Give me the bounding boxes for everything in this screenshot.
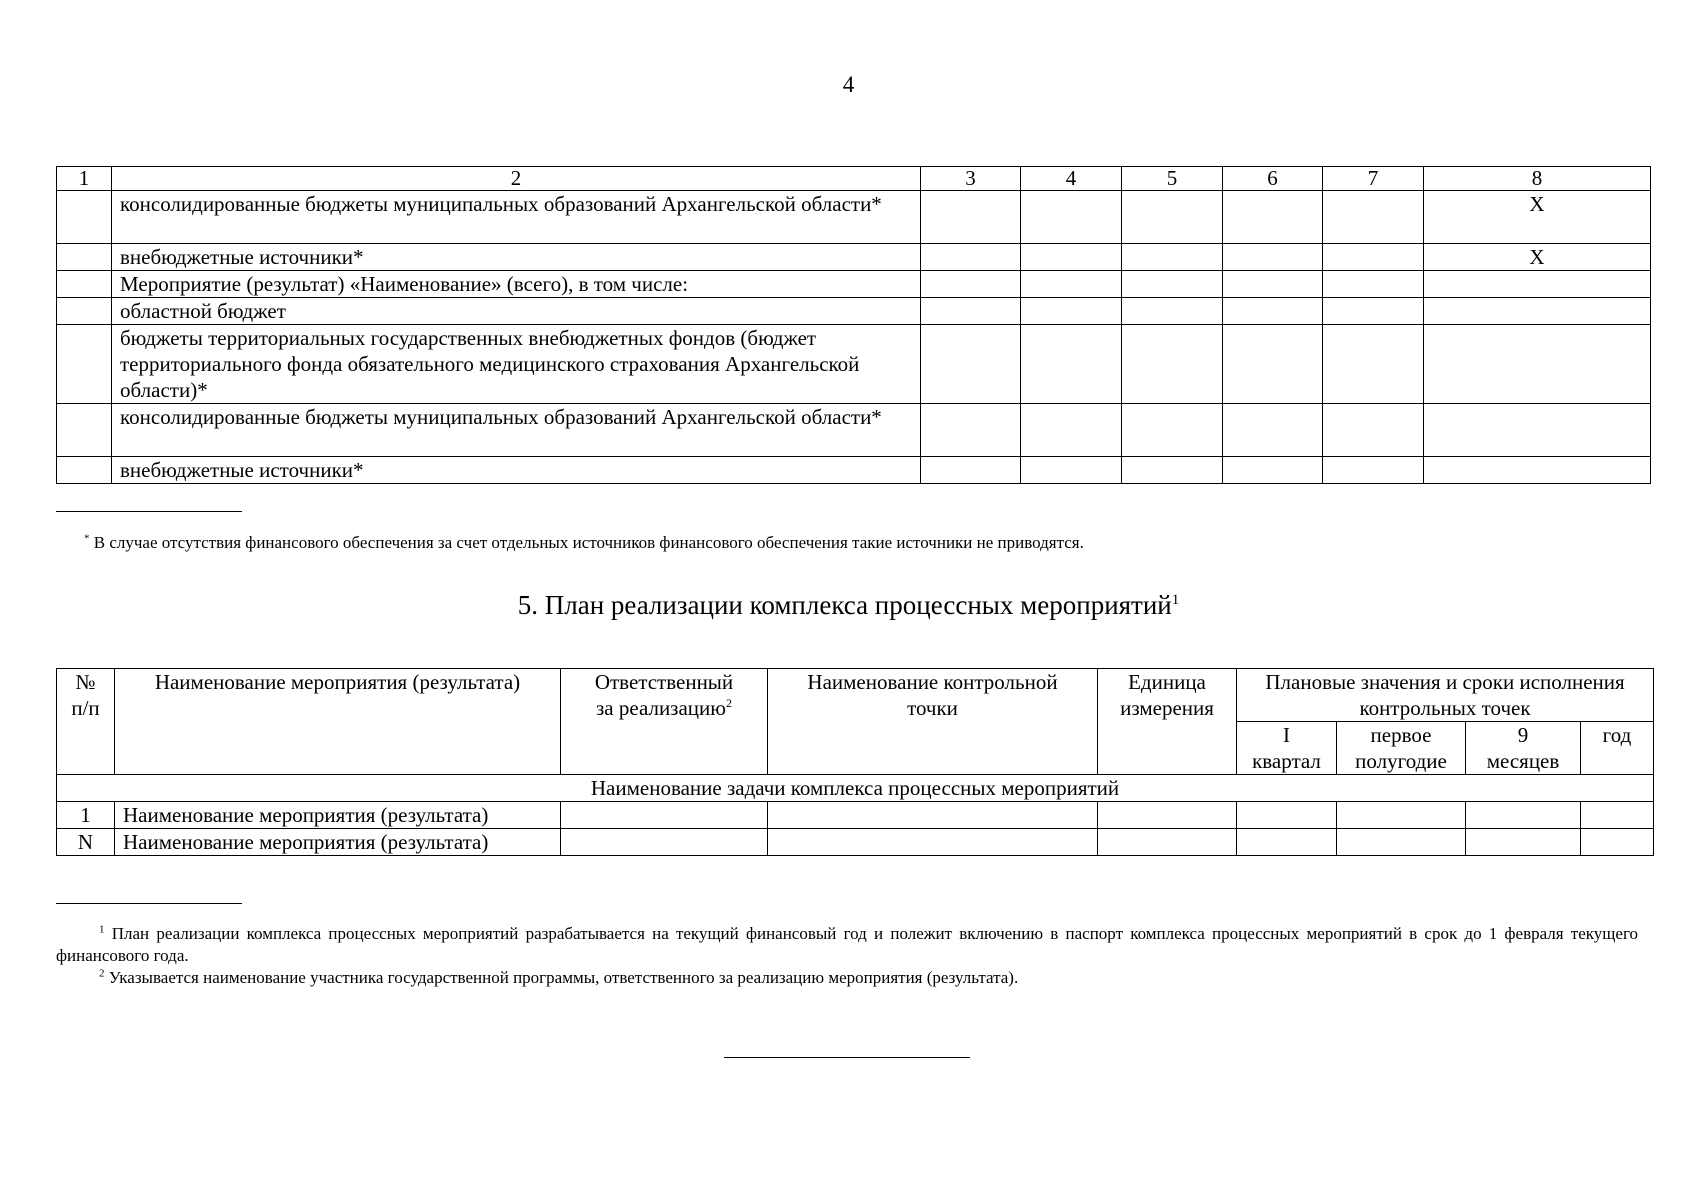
column-header: 3 <box>921 167 1021 191</box>
header-year: год <box>1581 722 1654 775</box>
row-label: внебюджетные источники* <box>112 457 921 484</box>
table-row <box>57 298 1651 325</box>
row-label: областной бюджет <box>112 298 921 325</box>
end-separator <box>724 1057 970 1058</box>
footnote-star <box>84 532 1584 554</box>
financing-table <box>56 166 1651 484</box>
footnote-1 <box>56 923 1638 967</box>
footnote-text: Указывается наименование участника государственной программы, ответственного за реализацию мероприятия (результата). <box>104 968 1019 987</box>
cell-value <box>1424 271 1651 298</box>
footnote-text: План реализации комплекса процессных мероприятий разрабатывается на текущий финансовый год и полежит включению в паспорт комплекса процессных мероприятий в срок до 1 февраля текущего финансового года. <box>56 924 1638 965</box>
cell-value <box>1424 298 1651 325</box>
table-row <box>57 457 1651 484</box>
table-header-row <box>57 167 1651 191</box>
process-plan-table <box>56 668 1654 856</box>
column-header: 6 <box>1223 167 1323 191</box>
footnote-text: В случае отсутствия финансового обеспечения за счет отдельных источников финансового обеспечения такие источники не приводятся. <box>89 533 1084 552</box>
header-checkpoint: Наименование контрольной точки <box>768 669 1098 775</box>
cell-value <box>1424 457 1651 484</box>
table-row <box>57 404 1651 457</box>
footnote-mark: * <box>84 532 90 545</box>
footnote-mark: 2 <box>99 967 105 980</box>
table-row <box>57 325 1651 404</box>
footnote-mark: 1 <box>99 923 105 936</box>
column-header: 8 <box>1424 167 1651 191</box>
row-label: Наименование мероприятия (результата) <box>115 802 561 829</box>
header-activity-name: Наименование мероприятия (результата) <box>115 669 561 775</box>
header-responsible: Ответственный за реализацию$^2$ <box>561 669 768 775</box>
row-label: Мероприятие (результат) «Наименование» (всего), в том числе: <box>112 271 921 298</box>
cell-value: X <box>1424 191 1651 244</box>
task-row-label: Наименование задачи комплекса процессных мероприятий <box>57 775 1654 802</box>
row-label: консолидированные бюджеты муниципальных образований Архангельской области* <box>112 404 921 457</box>
table-row <box>57 271 1651 298</box>
footnote-separator <box>56 511 242 512</box>
column-header: 4 <box>1021 167 1122 191</box>
table-row <box>57 244 1651 271</box>
column-header: 1 <box>57 167 112 191</box>
section-title <box>0 590 1697 621</box>
header-half-year: первое полугодие <box>1337 722 1466 775</box>
row-label: внебюджетные источники* <box>112 244 921 271</box>
header-number: № п/п <box>57 669 115 775</box>
header-quarter: I квартал <box>1237 722 1337 775</box>
row-number: 1 <box>57 802 115 829</box>
table-header-row <box>57 669 1654 722</box>
task-row <box>57 775 1654 802</box>
row-label: бюджеты территориальных государственных внебюджетных фондов (бюджет территориального фонда обязательного медицинского страхования Архангельской области)* <box>112 325 921 404</box>
row-label: консолидированные бюджеты муниципальных образований Архангельской области* <box>112 191 921 244</box>
row-number: N <box>57 829 115 856</box>
header-nine-months: 9 месяцев <box>1466 722 1581 775</box>
table-row <box>57 191 1651 244</box>
footnote-separator <box>56 903 242 904</box>
cell-value <box>1424 325 1651 404</box>
page-number: 4 <box>842 72 855 97</box>
header-planned-values: Плановые значения и сроки исполнения контрольных точек <box>1237 669 1654 722</box>
table-row <box>57 802 1654 829</box>
column-header: 2 <box>112 167 921 191</box>
section-title-footnote-mark: 1 <box>1171 592 1180 608</box>
header-footnote-mark: 2 <box>725 696 732 710</box>
header-unit: Единица измерения <box>1098 669 1237 775</box>
cell-value <box>1424 404 1651 457</box>
table-row <box>57 829 1654 856</box>
column-header: 7 <box>1323 167 1424 191</box>
footnote-2 <box>99 967 1599 989</box>
section-title-text: 5. План реализации комплекса процессных мероприятий <box>517 590 1172 620</box>
cell-value: X <box>1424 244 1651 271</box>
column-header: 5 <box>1122 167 1223 191</box>
row-label: Наименование мероприятия (результата) <box>115 829 561 856</box>
